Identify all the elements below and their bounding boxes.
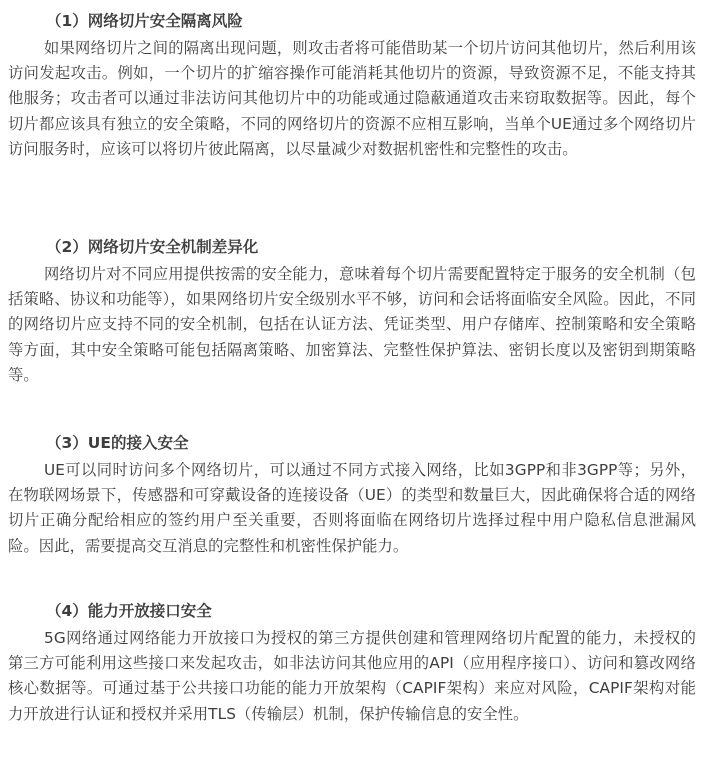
section-paragraph: 网络切片对不同应用提供按需的安全能力，意味着每个切片需要配置特定于服务的安全机制（包括策略、协议和功能等），如果网络切片安全级别水平不够，访问和会话将面临安全风险。因此，不同的网络切片应支持不同的安全机制，包括在认证方法、凭证类型、用户存储库、控制策略和安全策略等方面，其中安全策略可能包括隔离策略、加密算法、完整性保护算法、密钥长度以及密钥到期策略等。	[8, 265, 696, 384]
section-heading: （2）网络切片安全机制差异化	[46, 238, 259, 256]
section-heading: （1）网络切片安全隔离风险	[46, 12, 243, 30]
section-paragraph: UE可以同时访问多个网络切片，可以通过不同方式接入网络，比如3GPP和非3GPP等；另外，在物联网场景下，传感器和可穿戴设备的连接设备（UE）的类型和数量巨大，因此确保将合适的网络切片正确分配给相应的签约用户至关重要，否则将面临在网络切片选择过程中用户隐私信息泄漏风险。因此，需要提高交互消息的完整性和机密性保护能力。	[8, 461, 696, 555]
section-security-mechanism-differentiation	[8, 237, 696, 388]
section-heading: （3）UE的接入安全	[46, 434, 189, 452]
section-paragraph: 如果网络切片之间的隔离出现问题，则攻击者将可能借助某一个切片访问其他切片，然后利用该访问发起攻击。例如，一个切片的扩缩容操作可能消耗其他切片的资源，导致资源不足，不能支持其他服务；攻击者可以通过非法访问其他切片中的功能或通过隐蔽通道攻击来窃取数据等。因此，每个切片都应该具有独立的安全策略，不同的网络切片的资源不应相互影响，当单个UE通过多个网络切片访问服务时，应该可以将切片彼此隔离，以尽量减少对数据机密性和完整性的攻击。	[8, 39, 696, 158]
section-capability-exposure-interface-security	[8, 601, 696, 727]
section-slice-isolation-risk	[8, 11, 696, 162]
section-paragraph: 5G网络通过网络能力开放接口为授权的第三方提供创建和管理网络切片配置的能力，未授权的第三方可能利用这些接口来发起攻击，如非法访问其他应用的API（应用程序接口）、访问和篡改网络核心数据等。可通过基于公共接口功能的能力开放架构（CAPIF架构）来应对风险，CAPIF架构对能力开放进行认证和授权并采用TLS（传输层）机制，保护传输信息的安全性。	[8, 629, 696, 723]
section-heading: （4）能力开放接口安全	[46, 602, 212, 620]
section-ue-access-security	[8, 433, 696, 559]
